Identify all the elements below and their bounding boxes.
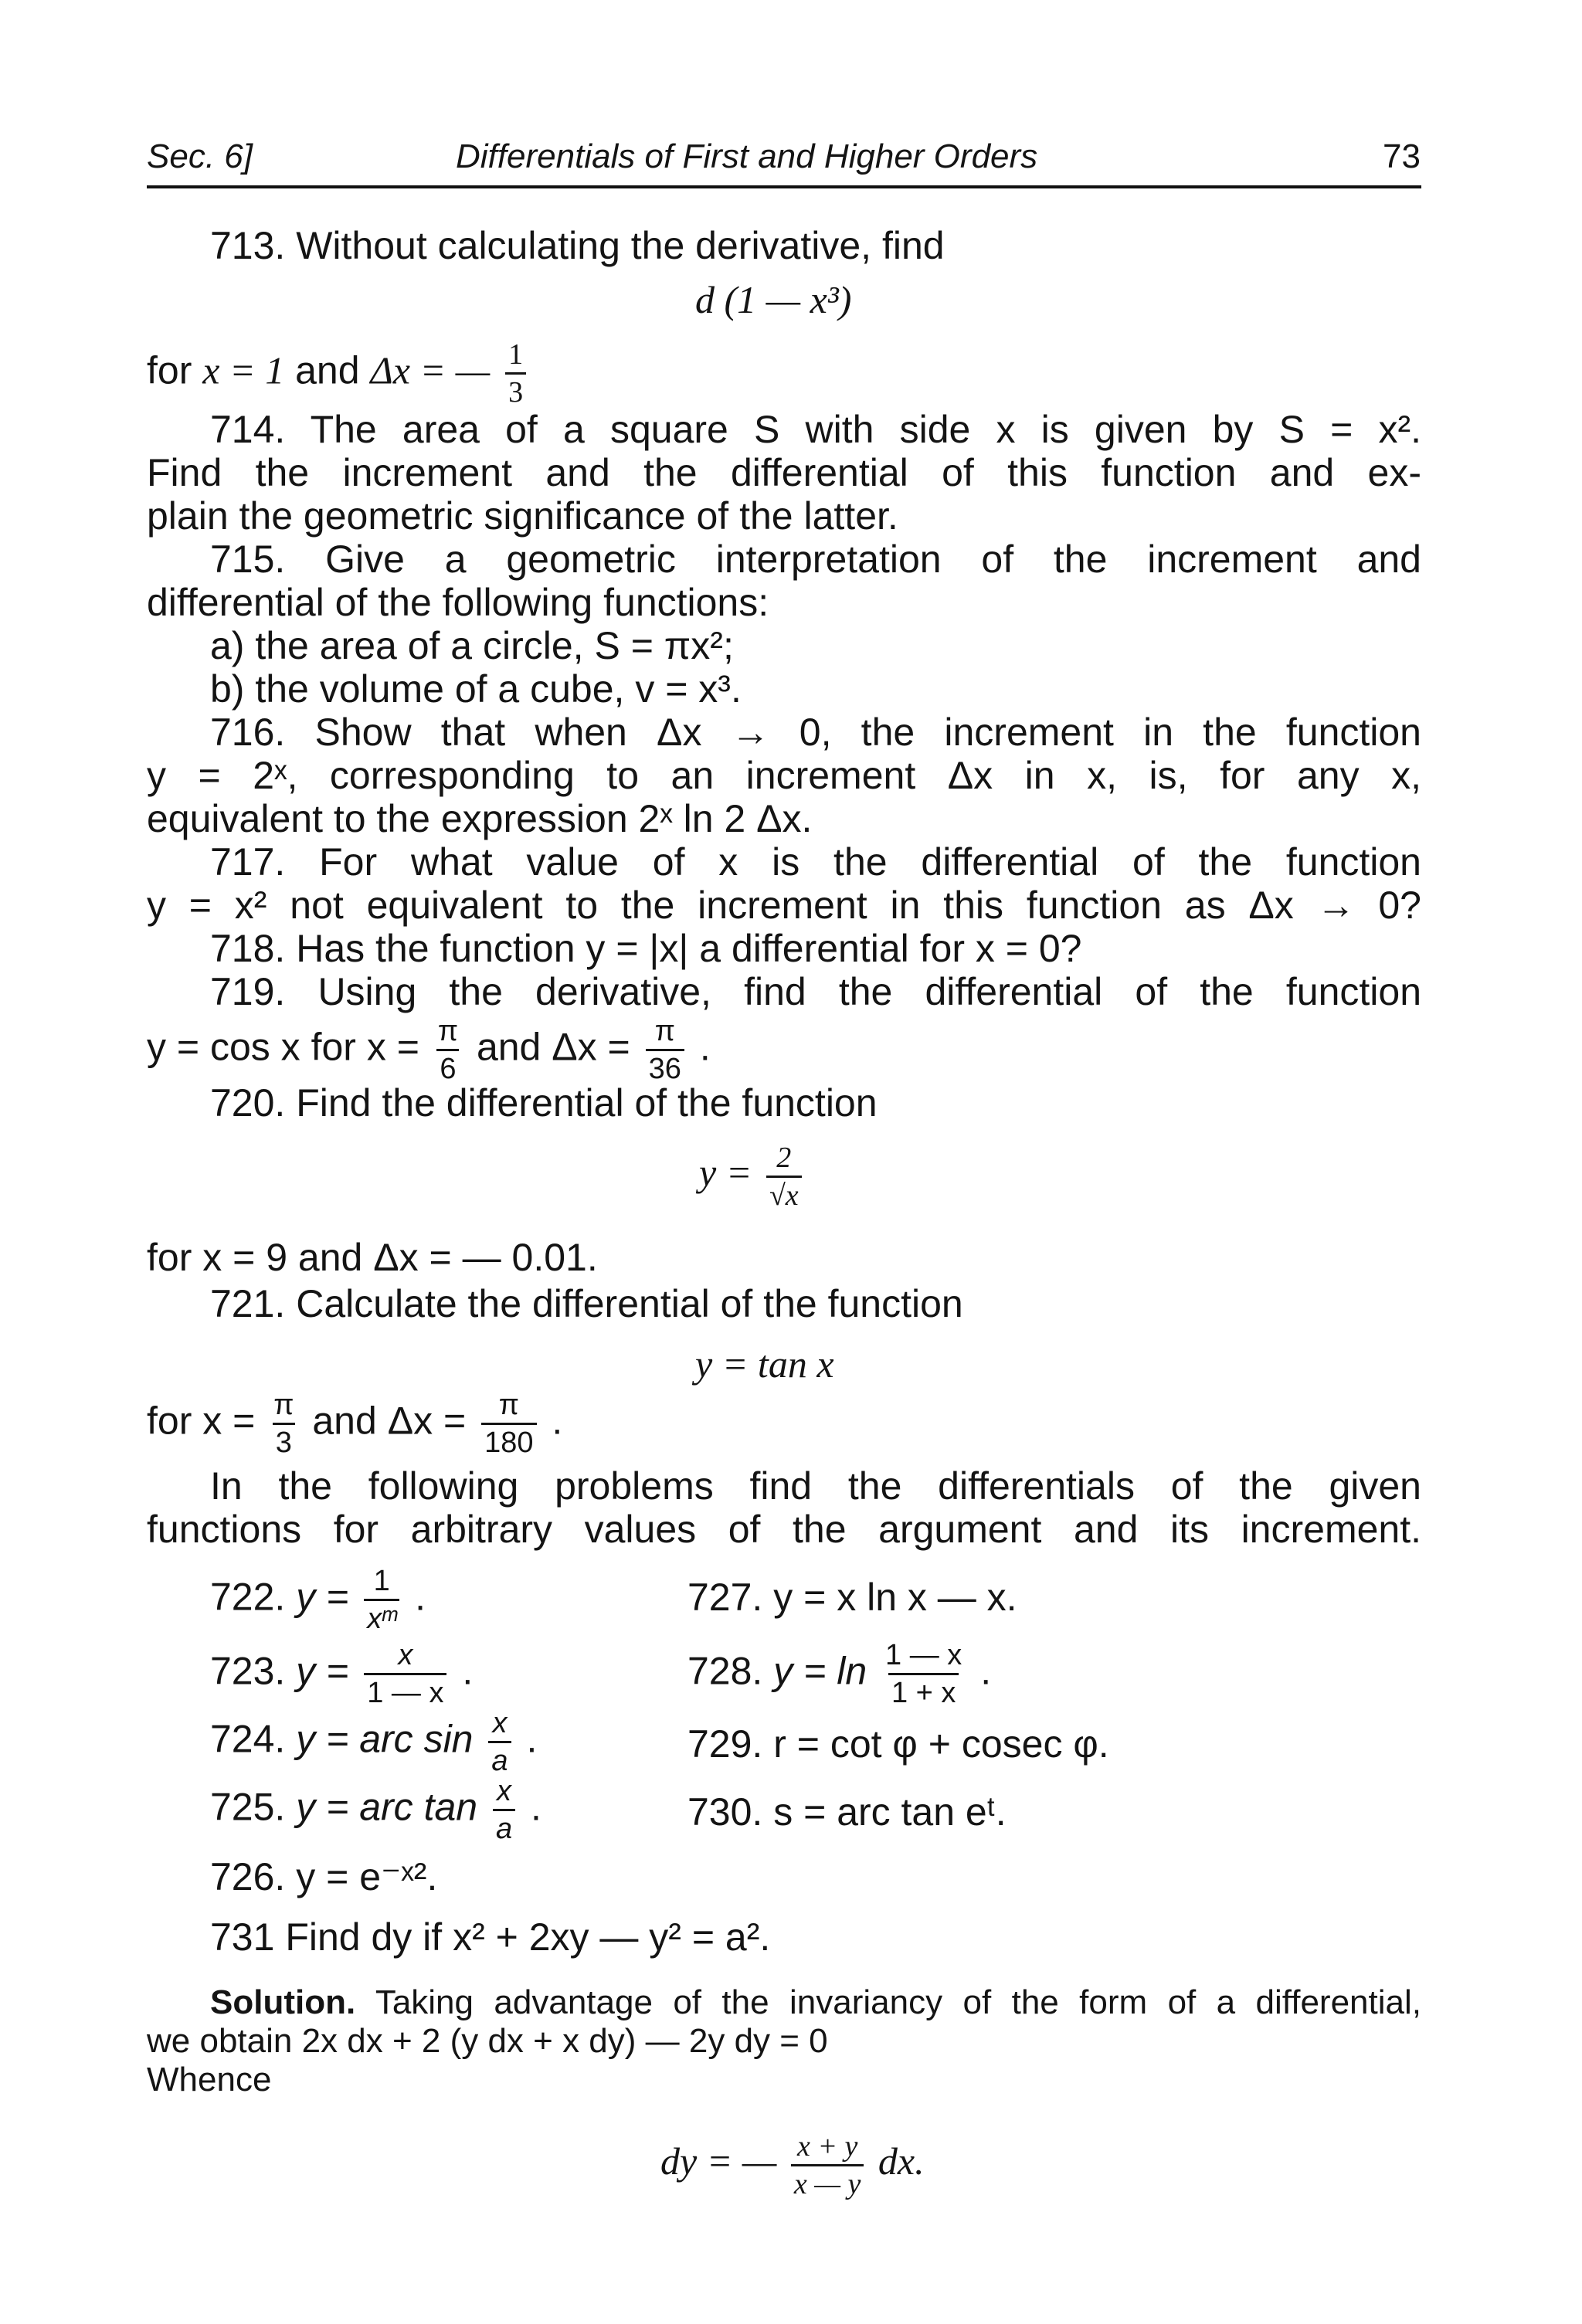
problem-number: 725. [210,1785,286,1829]
solution-line3: Whence [147,2061,272,2098]
expression-part: and Δx = [476,1025,630,1069]
fraction-denominator: 3 [273,1423,295,1457]
problem-715-part-a: a) the area of a circle, S = πx²; [210,624,734,667]
running-title: Differentials of First and Higher Orders [456,137,1038,175]
condition-dx: Δx = — [370,348,491,392]
problem-714-line1: 714. The area of a square S with side x is given by S = x². [210,408,1421,451]
problem-721-expression: y = tan x [695,1342,834,1386]
problem-text: Without calculating the derivative, find [296,224,945,267]
problem-721-line1: 721. Calculate the differential of the function [210,1282,963,1325]
page-number: 73 [1383,137,1421,175]
period: . [415,1575,426,1619]
problem-715-line2: differential of the following functions: [147,581,769,624]
problem-number: 713. [210,224,286,267]
problem-716-line3: equivalent to the expression 2ˣ ln 2 Δx. [147,797,813,840]
fraction-numerator: x + y [796,2130,858,2163]
expression-713: d (1 — x³) [695,278,852,321]
problem-726: 726. y = e⁻ˣ². [210,1855,438,1898]
solution-text: Taking advantage of the invariancy of the form of a differential, [375,1983,1421,2021]
fraction-numerator: x [497,1775,512,1807]
fraction-numerator: 1 — x [885,1639,962,1671]
solution-line2: we obtain 2x dx + 2 (y dx + x dy) — 2y dy = 0 [147,2022,828,2060]
expression-part: y = arc tan [296,1785,478,1829]
fraction [505,340,526,407]
fraction-numerator: 1 [508,338,524,371]
problem-724 [210,1708,537,1776]
problem-720-expression [699,1143,806,1210]
fraction [435,1016,461,1084]
condition-x: x = 1 [202,348,285,392]
period: . [552,1399,563,1443]
expression-part: y = [296,1575,349,1619]
fraction-numerator: π [437,1015,459,1047]
expression-part: y = arc sin [296,1717,474,1761]
and-word: and [295,348,360,392]
fraction [882,1640,965,1708]
section-label: Sec. 6] [147,137,253,175]
problem-713 [210,224,945,267]
fraction-numerator: x [398,1639,413,1671]
fraction-numerator: x [492,1707,508,1739]
fraction-numerator: 1 [373,1565,390,1597]
fraction-denominator: 1 + x [888,1673,959,1708]
problem-720-line1: 720. Find the differential of the function [210,1081,878,1125]
problem-number: 724. [210,1717,286,1761]
problem-720-condition: for x = 9 and Δx = — 0.01. [147,1236,598,1279]
fraction-denominator: √x [766,1176,802,1210]
fraction [493,1776,515,1844]
problem-716-line1: 716. Show that when Δx → 0, the increment in the function [210,711,1421,754]
solution-result [660,2132,925,2199]
fraction-denominator: 1 — x [364,1673,446,1708]
problem-718: 718. Has the function y = |x| a differential for x = 0? [210,927,1082,970]
fraction [364,1640,446,1708]
problem-729: 729. r = cot φ + cosec φ. [687,1722,1109,1766]
intro-line2: functions for arbitrary values of the argument and its increment. [147,1508,1421,1551]
fraction-denominator: xᵐ [364,1599,399,1634]
problem-714-line2: Find the increment and the differential of this function and ex- [147,451,1421,494]
solution-line1 [210,1983,1421,2022]
fraction [364,1566,399,1634]
fraction-denominator: 180 [481,1423,536,1457]
fraction-denominator: 3 [505,372,526,407]
problem-721-condition [147,1390,562,1457]
problem-731: 731 Find dy if x² + 2xy — y² = a². [210,1915,771,1959]
expression-part: for x = [147,1399,256,1443]
period: . [531,1785,541,1829]
problem-719-expression [147,1016,711,1084]
fraction-numerator: π [498,1389,519,1421]
expression-part: y = cos x for x = [147,1025,419,1069]
problem-714-line3: plain the geometric significance of the latter. [147,494,898,538]
problem-728 [687,1640,991,1708]
problem-722 [210,1566,426,1634]
expression-part: y = [699,1150,752,1194]
fraction-numerator: 2 [776,1142,792,1174]
problem-716-line2: y = 2ˣ, corresponding to an increment Δx in x, is, for any x, [147,754,1421,797]
problem-717-line2: y = x² not equivalent to the increment in this function as Δx → 0? [147,884,1421,927]
fraction [270,1390,297,1457]
problem-number: 722. [210,1575,286,1619]
period: . [462,1649,474,1693]
fraction-denominator: 36 [646,1049,684,1084]
problem-number: 728. [687,1649,763,1693]
header-rule [147,185,1421,188]
fraction [488,1708,511,1776]
problem-715-part-b: b) the volume of a cube, v = x³. [210,667,742,711]
period: . [699,1025,711,1069]
condition-713 [147,340,531,407]
problem-number: 723. [210,1649,286,1693]
fraction-numerator: π [273,1389,294,1421]
period: . [980,1649,992,1693]
problem-725 [210,1776,541,1844]
expression-part: and Δx = [312,1399,467,1443]
solution-label: Solution. [210,1983,356,2021]
fraction-denominator: 6 [436,1049,459,1084]
fraction-denominator: a [493,1809,515,1844]
fraction-denominator: a [488,1741,511,1776]
problem-730: 730. s = arc tan eᵗ. [687,1790,1007,1834]
fraction-denominator: x — y [791,2164,864,2199]
expression-part: dy = — [660,2139,777,2183]
for-word: for [147,348,192,392]
expression-part: y = ln [773,1649,867,1693]
fraction [481,1390,536,1457]
expression-part: y = [296,1649,349,1693]
fraction [646,1016,684,1084]
fraction-numerator: π [654,1015,675,1047]
problem-715-line1: 715. Give a geometric interpretation of the increment and [210,538,1421,581]
fraction [791,2132,864,2199]
intro-line1: In the following problems find the differentials of the given [210,1464,1421,1508]
expression-part: dx. [878,2139,925,2183]
fraction [766,1143,802,1210]
problem-723 [210,1640,473,1708]
problem-719-line1: 719. Using the derivative, find the differential of the function [210,970,1421,1013]
period: . [526,1717,538,1761]
problem-717-line1: 717. For what value of x is the differential of the function [210,840,1421,884]
problem-727: 727. y = x ln x — x. [687,1576,1017,1619]
